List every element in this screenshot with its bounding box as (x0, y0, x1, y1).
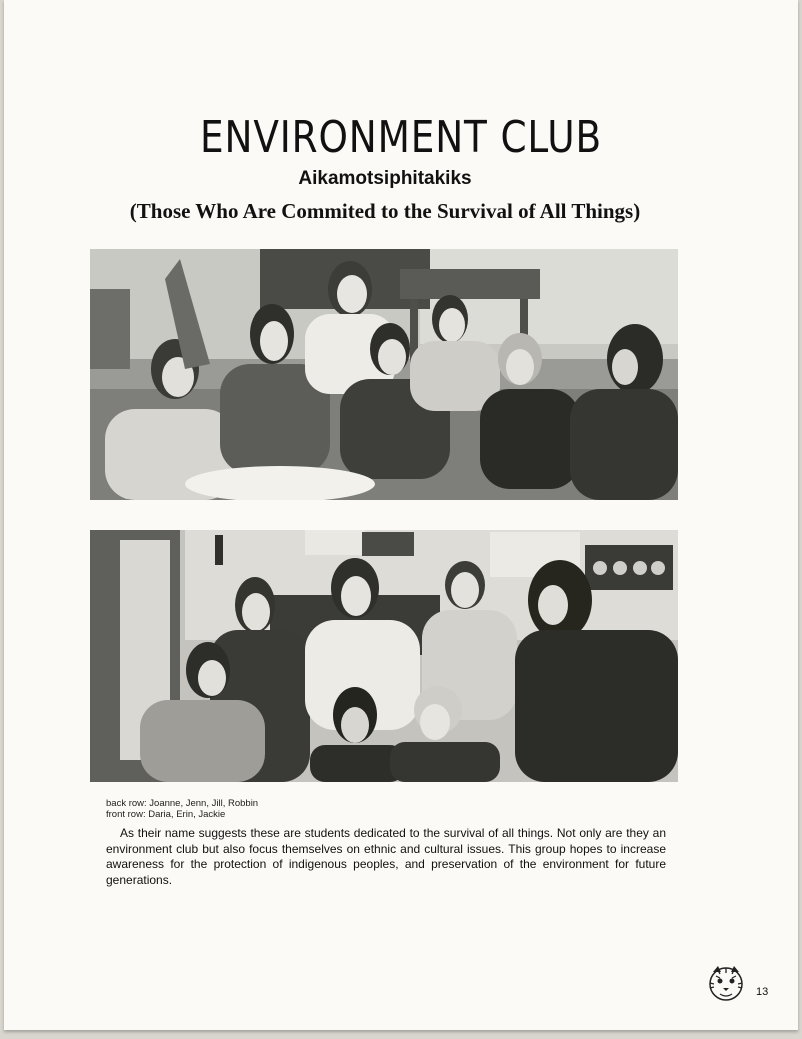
page-title: ENVIRONMENT CLUB (200, 112, 602, 163)
tiger-mascot-icon (706, 962, 746, 1004)
photo-posed-image (90, 530, 678, 782)
caption-front-row: front row: Daria, Erin, Jackie (106, 809, 226, 820)
club-name: Aikamotsiphitakiks (298, 168, 472, 189)
club-description: As their name suggests these are students dedicated to the survival of all things. Not only are they an environment club but also focus themselves on ethnic and cultural issues. This group hopes to increase awareness for the protection of indigenous peoples, and preservation of the environment for future generations. (106, 826, 666, 887)
photo-seated-image (90, 249, 678, 500)
page-number: 13 (756, 986, 769, 998)
caption-back-row: back row: Joanne, Jenn, Jill, Robbin (106, 798, 259, 809)
group-photo-posed (90, 530, 678, 782)
club-tagline: (Those Who Are Commited to the Survival of All Things) (129, 199, 641, 223)
group-photo-seated (90, 249, 678, 500)
yearbook-page (4, 0, 798, 1030)
